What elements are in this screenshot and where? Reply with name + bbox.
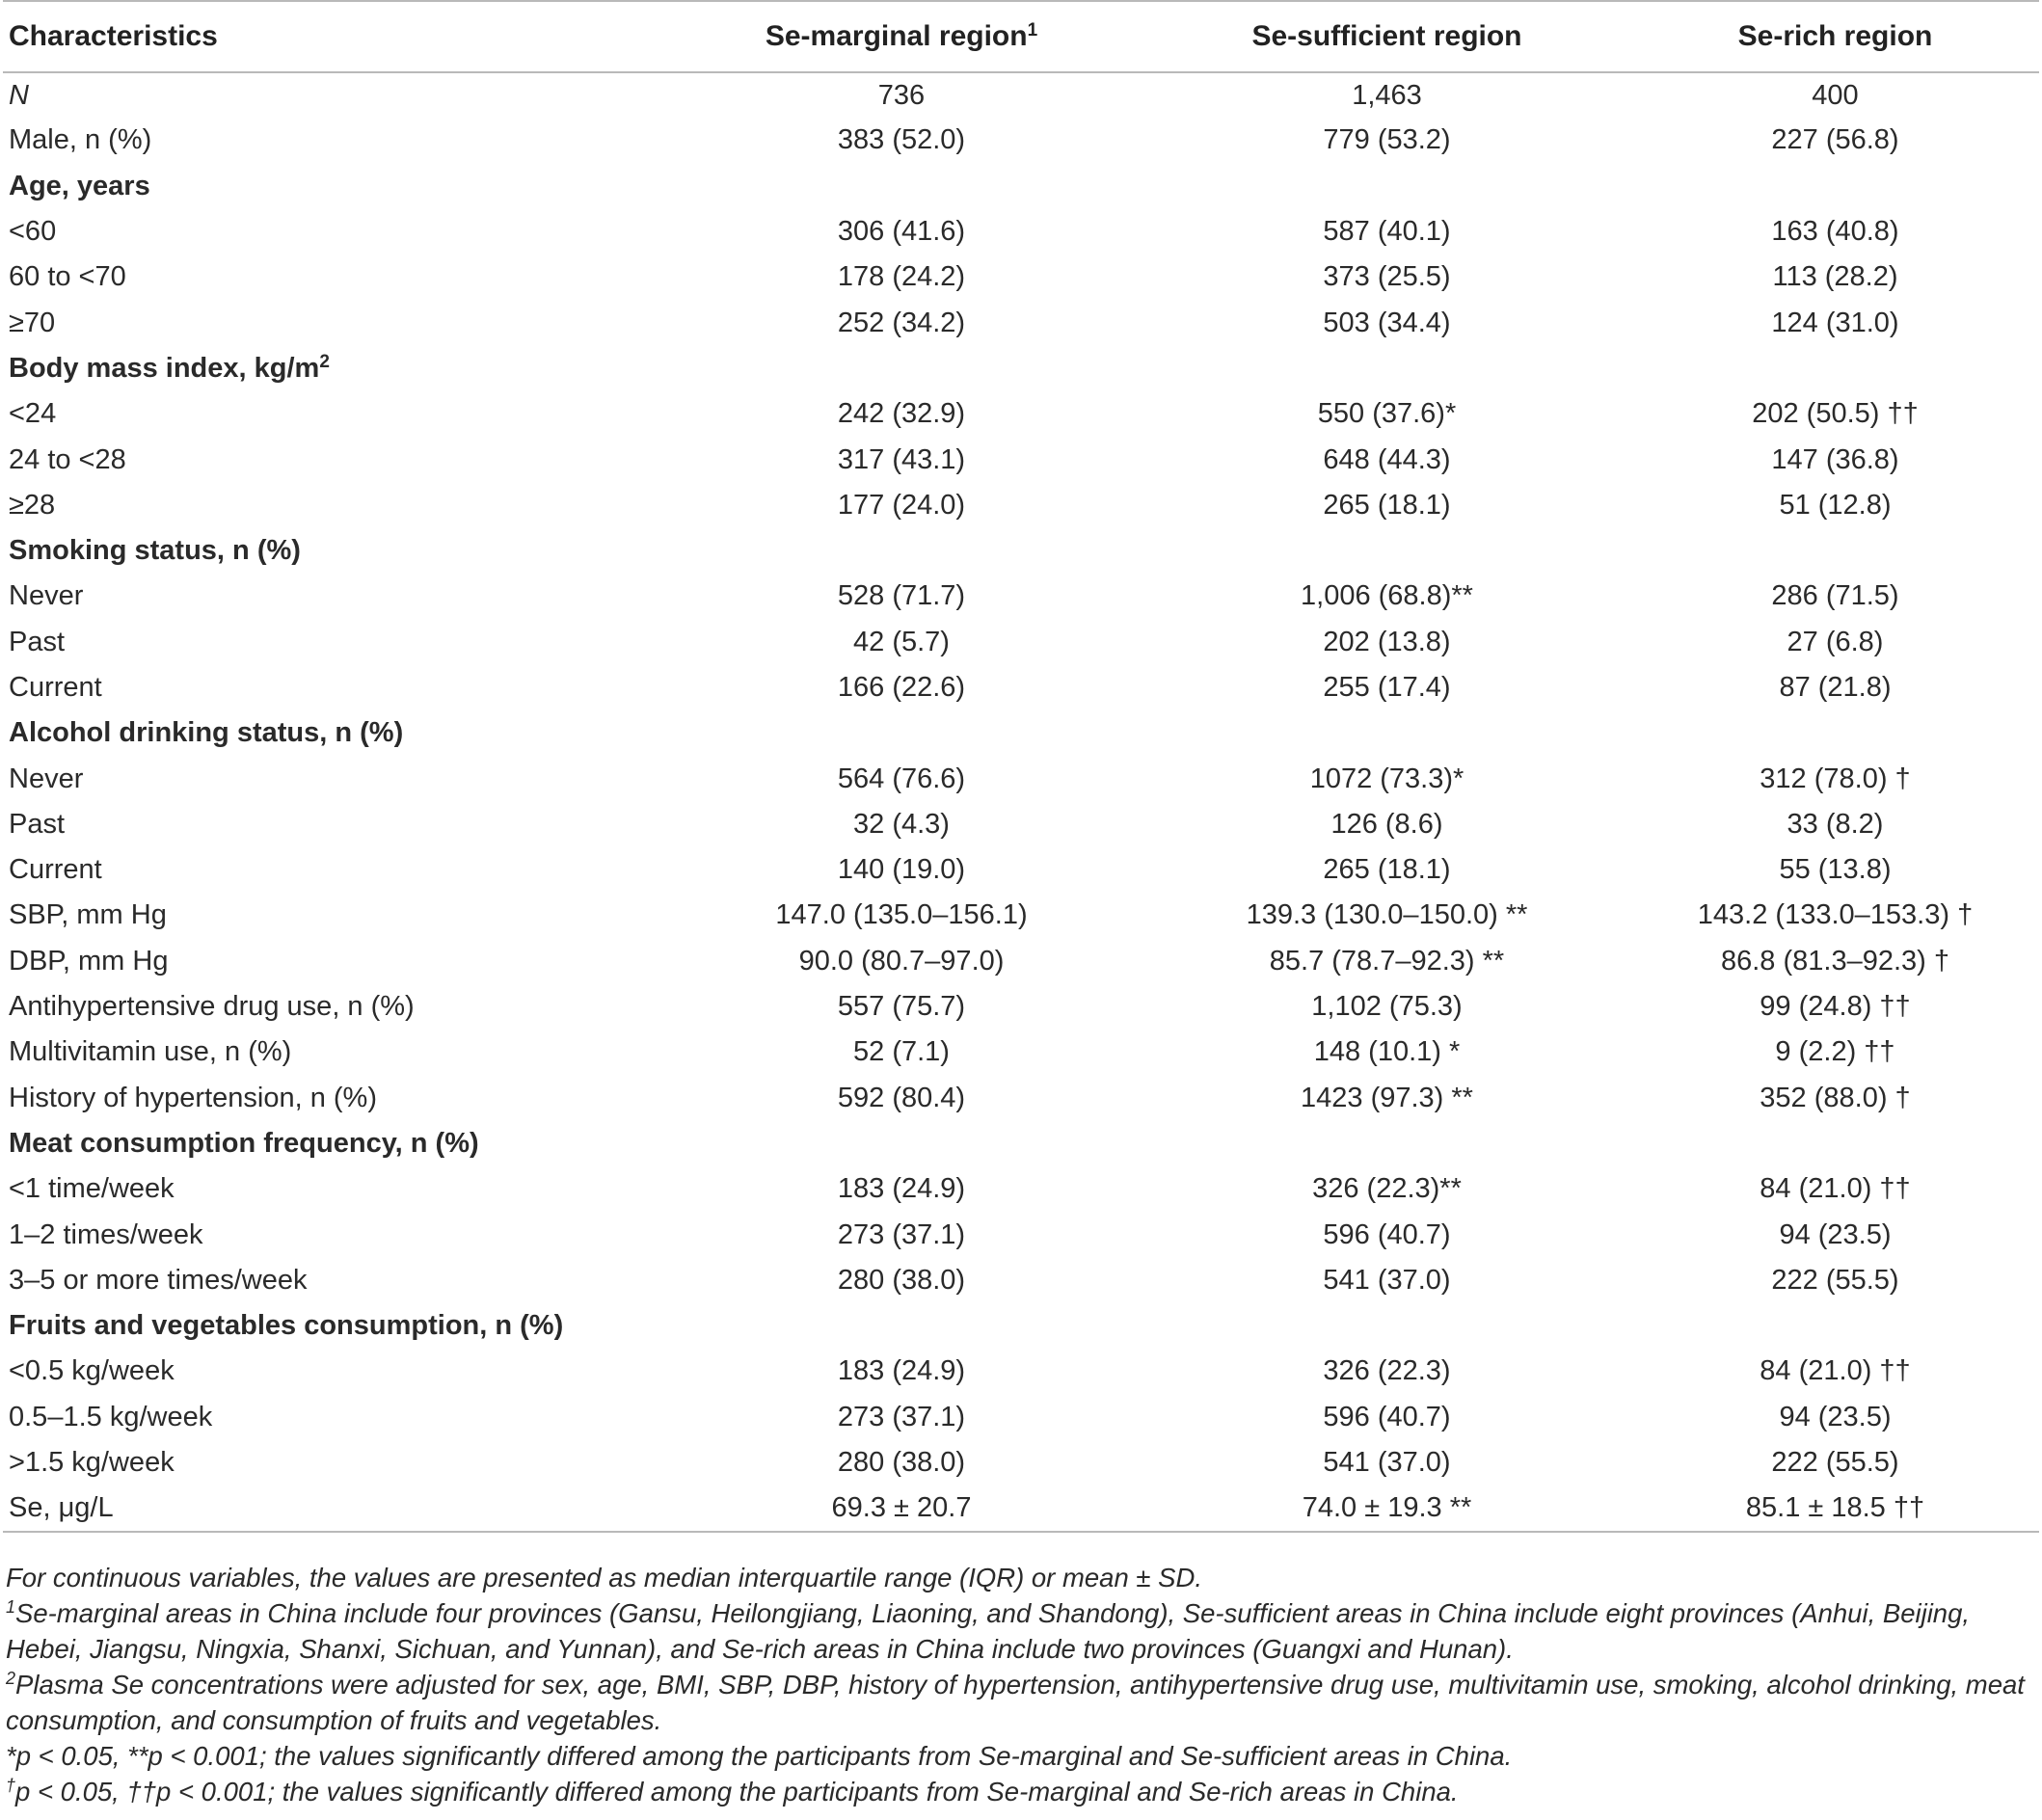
table-row: [3, 72, 2039, 118]
cell-se-marginal: 178 (24.2): [837, 261, 966, 293]
header-characteristics: Characteristics: [9, 20, 218, 52]
cell-se-marginal: 273 (37.1): [837, 1218, 966, 1250]
header-se-marginal-label: Se-marginal region: [765, 20, 1028, 52]
cell-se-marginal: 252 (34.2): [837, 307, 966, 338]
cell-se-sufficient: [1142, 164, 1631, 209]
cell-se-rich: 113 (28.2): [1772, 261, 1898, 293]
header-se-marginal: [660, 1, 1142, 72]
cell-se-marginal: [660, 164, 1142, 209]
cell-se-rich: [1631, 1303, 2039, 1349]
cell-se-rich: 312 (78.0) †: [1760, 763, 1911, 794]
cell-se-rich: 85.1 ± 18.5 ††: [1745, 1491, 1925, 1523]
table-row: [3, 1485, 2039, 1531]
cell-se-marginal: 564 (76.6): [837, 763, 966, 794]
cell-se-marginal: 736: [877, 79, 926, 111]
row-label: [3, 1166, 660, 1212]
row-label: [3, 1349, 660, 1394]
row-label-text: <1 time/week: [9, 1173, 175, 1205]
row-label-text: Male, n (%): [9, 124, 152, 156]
row-label: [3, 483, 660, 528]
cell-se-sufficient: [1142, 346, 1631, 391]
cell-se-sufficient: [1142, 710, 1631, 756]
row-label-text: Never: [9, 763, 84, 794]
row-label-text: <24: [9, 398, 57, 430]
cell-se-rich: 227 (56.8): [1771, 124, 1899, 156]
footnote: [6, 1560, 2034, 1595]
cell-se-sufficient: 1,463: [1352, 79, 1422, 111]
footnote-text: For continuous variables, the values are presented as median interquartile range (IQR) or mean ± SD.: [6, 1563, 1202, 1592]
row-label-text: Body mass index, kg/m: [9, 352, 320, 384]
row-label-text: Current: [9, 854, 102, 886]
row-label-text: 1–2 times/week: [9, 1218, 203, 1250]
cell-se-marginal: 317 (43.1): [837, 443, 966, 475]
row-label: [3, 72, 660, 118]
cell-se-rich: 222 (55.5): [1771, 1264, 1899, 1296]
cell-se-marginal: 52 (7.1): [853, 1036, 950, 1068]
cell-se-rich: 202 (50.5) ††: [1752, 398, 1919, 430]
cell-se-rich: 163 (40.8): [1771, 216, 1899, 248]
cell-se-sufficient: 373 (25.5): [1323, 261, 1451, 293]
cell-se-rich: [1631, 528, 2039, 574]
cell-se-sufficient: 126 (8.6): [1330, 808, 1443, 840]
row-label: [3, 1030, 660, 1075]
section-label: [3, 164, 660, 209]
table-row: [3, 254, 2039, 300]
row-label: [3, 1485, 660, 1531]
row-label: [3, 984, 660, 1030]
row-label-text: Multivitamin use, n (%): [9, 1036, 292, 1068]
cell-se-rich: 352 (88.0) †: [1760, 1082, 1911, 1113]
cell-se-rich: [1631, 710, 2039, 756]
cell-se-rich: 84 (21.0) ††: [1760, 1355, 1911, 1387]
row-label-text: 24 to <28: [9, 443, 126, 475]
cell-se-sufficient: 326 (22.3): [1323, 1355, 1451, 1387]
table-footnotes: [6, 1560, 2034, 1809]
cell-se-marginal: 183 (24.9): [837, 1173, 966, 1205]
cell-se-marginal: 592 (80.4): [837, 1082, 966, 1113]
cell-se-sufficient: 255 (17.4): [1323, 672, 1451, 703]
footnote-marker: 1: [6, 1597, 16, 1617]
cell-se-marginal: [660, 346, 1142, 391]
table-row: [3, 893, 2039, 938]
row-label-text: <0.5 kg/week: [9, 1355, 175, 1387]
section-row: [3, 346, 2039, 391]
table-row: [3, 1030, 2039, 1075]
section-row: [3, 1121, 2039, 1166]
row-label-text: >1.5 kg/week: [9, 1447, 175, 1479]
cell-se-sufficient: 596 (40.7): [1323, 1218, 1451, 1250]
footnote-marker: †: [6, 1776, 16, 1795]
cell-se-sufficient: 596 (40.7): [1323, 1401, 1451, 1432]
cell-se-rich: [1631, 346, 2039, 391]
table-row: [3, 1166, 2039, 1212]
row-label-text: Se, μg/L: [9, 1491, 114, 1523]
cell-se-rich: 84 (21.0) ††: [1760, 1173, 1911, 1205]
cell-se-rich: 27 (6.8): [1787, 626, 1884, 657]
footnote: [6, 1774, 2034, 1809]
section-label: [3, 528, 660, 574]
table-row: [3, 437, 2039, 482]
row-label-text: 0.5–1.5 kg/week: [9, 1401, 213, 1432]
footnote-text: *p < 0.05, **p < 0.001; the values significantly differed among the participants from Se-marginal and Se-sufficient areas in China.: [6, 1741, 1513, 1771]
cell-se-sufficient: 202 (13.8): [1323, 626, 1451, 657]
row-label: [3, 1212, 660, 1257]
cell-se-sufficient: 587 (40.1): [1323, 216, 1451, 248]
row-label-sup: 2: [319, 351, 330, 372]
cell-se-marginal: [660, 1121, 1142, 1166]
table-row: [3, 574, 2039, 619]
cell-se-marginal: 32 (4.3): [853, 808, 950, 840]
row-label: [3, 1258, 660, 1303]
section-label: [3, 1303, 660, 1349]
row-label-text: ≥28: [9, 489, 56, 521]
cell-se-marginal: 69.3 ± 20.7: [831, 1491, 972, 1523]
cell-se-sufficient: 74.0 ± 19.3 **: [1302, 1491, 1472, 1523]
cell-se-marginal: 147.0 (135.0–156.1): [775, 899, 1028, 931]
section-label: [3, 710, 660, 756]
cell-se-sufficient: [1142, 1121, 1631, 1166]
table-row: [3, 118, 2039, 163]
cell-se-rich: 51 (12.8): [1779, 489, 1892, 521]
cell-se-marginal: 90.0 (80.7–97.0): [798, 945, 1005, 977]
section-label: [3, 1121, 660, 1166]
row-label-text: N: [9, 79, 29, 111]
row-label-text: Antihypertensive drug use, n (%): [9, 991, 415, 1023]
cell-se-sufficient: 265 (18.1): [1323, 854, 1451, 886]
cell-se-rich: 33 (8.2): [1787, 808, 1884, 840]
row-label: [3, 893, 660, 938]
header-se-sufficient: Se-sufficient region: [1251, 20, 1522, 52]
row-label: [3, 391, 660, 437]
table-row: [3, 984, 2039, 1030]
cell-se-marginal: 177 (24.0): [837, 489, 966, 521]
row-label: [3, 574, 660, 619]
row-label: [3, 437, 660, 482]
cell-se-sufficient: 1,006 (68.8)**: [1301, 580, 1473, 612]
cell-se-rich: 86.8 (81.3–92.3) †: [1720, 945, 1949, 977]
table-row: [3, 847, 2039, 893]
table-row: [3, 391, 2039, 437]
cell-se-sufficient: 779 (53.2): [1323, 124, 1451, 156]
row-label-text: DBP, mm Hg: [9, 945, 169, 977]
section-row: [3, 164, 2039, 209]
cell-se-marginal: 280 (38.0): [837, 1264, 966, 1296]
cell-se-rich: [1631, 1121, 2039, 1166]
cell-se-sufficient: 503 (34.4): [1323, 307, 1451, 338]
row-label-text: Fruits and vegetables consumption, n (%): [9, 1310, 564, 1342]
cell-se-marginal: [660, 528, 1142, 574]
cell-se-marginal: 528 (71.7): [837, 580, 966, 612]
cell-se-marginal: 280 (38.0): [837, 1447, 966, 1479]
cell-se-rich: 400: [1812, 79, 1859, 111]
row-label-text: Meat consumption frequency, n (%): [9, 1127, 479, 1159]
table-row: [3, 1395, 2039, 1440]
row-label: [3, 620, 660, 665]
cell-se-marginal: 140 (19.0): [837, 854, 966, 886]
cell-se-sufficient: 85.7 (78.7–92.3) **: [1269, 945, 1505, 977]
cell-se-marginal: [660, 710, 1142, 756]
table-row: [3, 802, 2039, 847]
table-row: [3, 620, 2039, 665]
row-label-text: <60: [9, 216, 57, 248]
cell-se-rich: 222 (55.5): [1771, 1447, 1899, 1479]
row-label-text: 3–5 or more times/week: [9, 1264, 308, 1296]
cell-se-rich: 87 (21.8): [1779, 672, 1892, 703]
row-label-text: Never: [9, 580, 84, 612]
row-label-text: Age, years: [9, 170, 150, 201]
row-label-text: ≥70: [9, 307, 56, 338]
table-row: [3, 209, 2039, 254]
row-label-text: History of hypertension, n (%): [9, 1082, 377, 1113]
row-label-text: Past: [9, 626, 66, 657]
cell-se-sufficient: 265 (18.1): [1323, 489, 1451, 521]
cell-se-sufficient: [1142, 1303, 1631, 1349]
cell-se-rich: 99 (24.8) ††: [1760, 991, 1911, 1023]
cell-se-sufficient: 541 (37.0): [1323, 1264, 1451, 1296]
cell-se-rich: 55 (13.8): [1779, 854, 1892, 886]
characteristics-table: [3, 0, 2039, 1533]
footnote: [6, 1595, 2034, 1667]
cell-se-rich: 9 (2.2) ††: [1775, 1036, 1895, 1068]
cell-se-marginal: 42 (5.7): [853, 626, 950, 657]
cell-se-sufficient: 1423 (97.3) **: [1301, 1082, 1473, 1113]
row-label: [3, 756, 660, 801]
section-row: [3, 1303, 2039, 1349]
table-row: [3, 1258, 2039, 1303]
table-row: [3, 1440, 2039, 1485]
cell-se-marginal: 273 (37.1): [837, 1401, 966, 1432]
table-row: [3, 483, 2039, 528]
table-row: [3, 300, 2039, 345]
row-label: [3, 665, 660, 710]
table-row: [3, 665, 2039, 710]
cell-se-rich: 143.2 (133.0–153.3) †: [1697, 899, 1974, 931]
table-body: [3, 72, 2039, 1532]
header-se-marginal-sup: 1: [1027, 20, 1038, 40]
cell-se-rich: [1631, 164, 2039, 209]
footnote-text: p < 0.05, ††p < 0.001; the values significantly differed among the participants from Se-marginal and Se-rich areas in China.: [15, 1777, 1459, 1807]
cell-se-marginal: 242 (32.9): [837, 398, 966, 430]
footnote-text: Plasma Se concentrations were adjusted for sex, age, BMI, SBP, DBP, history of hypertension, antihypertensive drug use, multivitamin use, smoking, alcohol drinking, meat consumption, and consumption of fruits and vegetables.: [6, 1670, 2025, 1735]
row-label-text: Current: [9, 672, 102, 703]
row-label-text: Alcohol drinking status, n (%): [9, 717, 404, 749]
cell-se-rich: 94 (23.5): [1779, 1401, 1892, 1432]
row-label: [3, 300, 660, 345]
table-row: [3, 756, 2039, 801]
row-label-text: Past: [9, 808, 66, 840]
cell-se-sufficient: 648 (44.3): [1323, 443, 1451, 475]
cell-se-sufficient: 326 (22.3)**: [1312, 1173, 1462, 1205]
table-row: [3, 939, 2039, 984]
cell-se-marginal: 306 (41.6): [837, 216, 966, 248]
cell-se-rich: 124 (31.0): [1771, 307, 1899, 338]
row-label: [3, 1076, 660, 1121]
section-row: [3, 710, 2039, 756]
cell-se-marginal: [660, 1303, 1142, 1349]
cell-se-rich: 94 (23.5): [1779, 1218, 1892, 1250]
row-label: [3, 254, 660, 300]
footnote-marker: 2: [6, 1669, 16, 1688]
footnote: [6, 1738, 2034, 1774]
cell-se-sufficient: [1142, 528, 1631, 574]
footnote: [6, 1667, 2034, 1738]
row-label-text: SBP, mm Hg: [9, 899, 167, 931]
cell-se-sufficient: 550 (37.6)*: [1317, 398, 1457, 430]
cell-se-marginal: 557 (75.7): [837, 991, 966, 1023]
row-label: [3, 1395, 660, 1440]
section-row: [3, 528, 2039, 574]
row-label: [3, 209, 660, 254]
cell-se-sufficient: 1072 (73.3)*: [1309, 763, 1464, 794]
section-label: [3, 346, 660, 391]
row-label-text: 60 to <70: [9, 261, 126, 293]
row-label: [3, 847, 660, 893]
cell-se-sufficient: 1,102 (75.3): [1311, 991, 1463, 1023]
footnote-text: Se-marginal areas in China include four provinces (Gansu, Heilongjiang, Liaoning, and Shandong), Se-sufficient areas in China include eight provinces (Anhui, Beijing, Hebei, Jiangsu, Ningxia, Shanxi, Sichuan, and Yunnan), and Se-rich areas in China include two provinces (Guangxi and Hunan).: [6, 1598, 1971, 1664]
row-label: [3, 118, 660, 163]
table-row: [3, 1212, 2039, 1257]
cell-se-sufficient: 139.3 (130.0–150.0) **: [1246, 899, 1528, 931]
header-row: [3, 1, 2039, 72]
row-label: [3, 1440, 660, 1485]
table-row: [3, 1349, 2039, 1394]
row-label: [3, 939, 660, 984]
row-label: [3, 802, 660, 847]
cell-se-rich: 286 (71.5): [1771, 580, 1899, 612]
row-label-text: Smoking status, n (%): [9, 535, 301, 567]
cell-se-rich: 147 (36.8): [1771, 443, 1899, 475]
header-se-rich: Se-rich region: [1737, 20, 1933, 52]
cell-se-marginal: 383 (52.0): [837, 124, 966, 156]
cell-se-sufficient: 541 (37.0): [1323, 1447, 1451, 1479]
table-row: [3, 1076, 2039, 1121]
cell-se-sufficient: 148 (10.1) *: [1313, 1036, 1461, 1068]
cell-se-marginal: 183 (24.9): [837, 1355, 966, 1387]
cell-se-marginal: 166 (22.6): [837, 672, 966, 703]
